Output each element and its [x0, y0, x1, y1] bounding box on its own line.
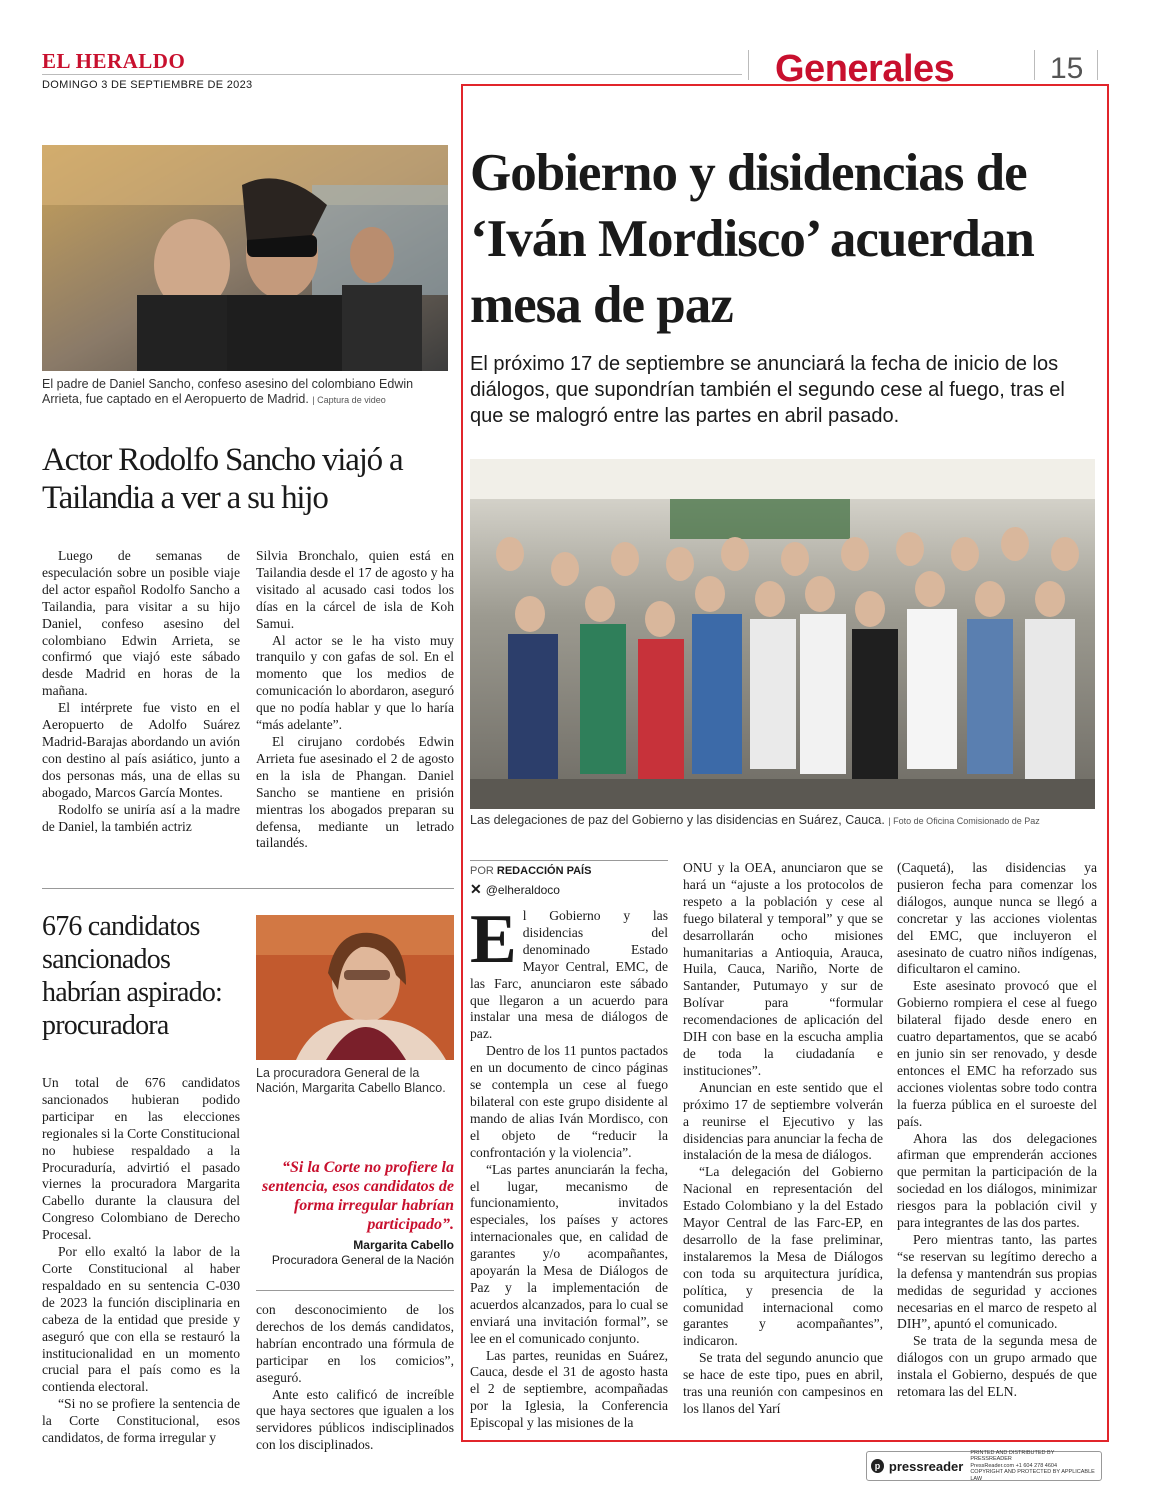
edition-date: DOMINGO 3 DE SEPTIEMBRE DE 2023 — [42, 79, 253, 91]
main-photo-caption — [470, 813, 1095, 829]
paragraph: (Caquetá), las disidencias ya pusieron fecha para comenzar los diálogos, aunque nunca se llegó a concretar y las acciones violentas del EMC, que incluyeron el asesinato de cuatro niños indígenas, dificultaron el camino. — [897, 860, 1097, 977]
paragraph: Rodolfo se uniría así a la madre de Daniel, la también actriz — [42, 801, 240, 834]
main-headline: Gobierno y disidencias de ‘Iván Mordisco’ acuerdan mesa de paz — [470, 144, 1034, 334]
procuradora-headline: 676 candidatos sancionados habrían aspirado: procuradora — [42, 911, 222, 1041]
main-column-1 — [470, 901, 668, 1432]
main-column-3 — [897, 860, 1097, 1401]
paragraph: Anuncian en este sentido que el próximo 17 de septiembre volverán a reunirse el Ejecutivo y las disidencias para anunciar la fecha de instalación de la mesa de diálogos. — [683, 1079, 883, 1163]
sancho-photo — [42, 145, 448, 371]
section-title: Generales — [775, 48, 955, 90]
quote-author: Margarita Cabello — [353, 1238, 454, 1252]
photo-credit: | Foto de Oficina Comisionado de Paz — [888, 816, 1040, 826]
paragraph: Un total de 676 candidatos sancionados hubieran podido participar en las elecciones regionales si la Corte Constitucional no hubiese respaldado a la Procuraduría, advirtió el pasado viernes la procuradora Margarita Cabello durante la clausura del Congreso Colombiano de Derecho Procesal. — [42, 1075, 240, 1243]
sancho-column-1 — [42, 548, 240, 835]
paragraph: con desconocimiento de los derechos de los demás candidatos, habrían encontrado una fórmula de participar en los comicios”, aseguró. — [256, 1302, 454, 1385]
caption-text: Las delegaciones de paz del Gobierno y las disidencias en Suárez, Cauca. — [470, 813, 885, 827]
pull-quote: “Si la Corte no profiere la sentencia, esos candidatos de forma irregular habrían participado”. — [262, 1159, 454, 1233]
byline — [470, 865, 591, 877]
paragraph: Ahora las dos delegaciones afirman que emprenderán acciones que permitan la participación de la sociedad en los diálogos, minimizar riesgos para la población civil y para integrantes de las dos partes. — [897, 1130, 1097, 1231]
paragraph: Silvia Bronchalo, quien está en Tailandia desde el 17 de agosto y ha visitado al acusado casi todos los días en la cárcel de isla de Koh Samui. — [256, 548, 454, 631]
header-rule — [42, 74, 742, 75]
paragraph: Ante esto calificó de increíble que haya sectores que igualen a los servidores públicos indisciplinados con los disciplinados. — [256, 1386, 454, 1453]
sancho-headline: Actor Rodolfo Sancho viajó a Tailandia a ver a su hijo — [42, 442, 403, 516]
pressreader-logo-icon: p — [871, 1459, 884, 1473]
main-photo — [470, 459, 1095, 809]
paragraph: Se trata de la segunda mesa de diálogos con un grupo armado que instala el Gobierno, después de que retomara las del ELN. — [897, 1333, 1097, 1400]
social-handle — [470, 881, 560, 898]
paragraph: Por ello exaltó la labor de la Corte Constitucional al haber respaldado en su sentencia C-030 de 2023 la función disciplinaria en cabeza de la entidad que preside y aseguró que con ella se restauró la institucionalidad en un momento crucial para el país como es la contienda electoral. — [42, 1244, 240, 1395]
procuradora-column-1 — [42, 1075, 240, 1447]
pressreader-badge — [866, 1451, 1102, 1481]
quote-divider — [256, 1290, 454, 1291]
procuradora-photo — [256, 915, 454, 1060]
byline-rule — [470, 860, 668, 861]
header-divider — [748, 50, 749, 80]
byline-author: REDACCIÓN PAÍS — [496, 865, 592, 877]
dropcap: E — [470, 901, 517, 978]
header-divider — [1097, 50, 1098, 80]
print-notice-line: COPYRIGHT AND PROTECTED BY APPLICABLE LAW — [970, 1469, 1095, 1482]
paragraph: Al actor se le ha visto muy tranquilo y con gafas de sol. En el momento que los medios de comunicación lo abordaron, aseguró que no podía hablar y que lo haría “más adelante”. — [256, 632, 454, 733]
paragraph: El intérprete fue visto en el Aeropuerto de Adolfo Suárez Madrid-Barajas abordando un avión con destino al país asiático, junto a dos personas más, una de ellas su abogado, Marcos García Montes. — [42, 700, 240, 800]
header-divider — [1034, 50, 1035, 80]
print-notice-line: PressReader.com +1 604 278 4604 — [970, 1462, 1058, 1469]
sancho-photo-caption — [42, 377, 448, 408]
paragraph: “Si no se profiere la sentencia de la Corte Constitucional, esos candidatos, de forma irregular y — [42, 1396, 240, 1446]
print-notice-line: PRINTED AND DISTRIBUTED BY PRESSREADER — [970, 1449, 1055, 1463]
paragraph: Dentro de los 11 puntos pactados en un documento de cinco páginas se contempla un cese al fuego bilateral con este grupo disidente al mando de alias Iván Mordisco, con el objeto de “reducir la confrontación y la violencia”. — [470, 1043, 668, 1160]
byline-prefix: POR — [470, 865, 494, 877]
paragraph: “La delegación del Gobierno Nacional en representación del Estado Colombiano y la del Estado Mayor Central de las Farc-EP, en desarrollo de la fase preliminar, instalaremos la Mesa de Diálogos con toda su arquitectura jurídica, política, y presencia de la comunidad internacional como garantes y acompañantes”, indicaron. — [683, 1164, 883, 1349]
paragraph: “Las partes anunciarán la fecha, el lugar, mecanismo de funcionamiento, invitados especiales, los países y actores internacionales que, en calidad de garantes y/o acompañantes, apoyarán la Mesa de Diálogos de Paz y la implementación de acuerdos alcanzados, para lo cual se enviará una invitación formal”, se lee en el comunicado conjunto. — [470, 1161, 668, 1346]
paragraph: Luego de semanas de especulación sobre un posible viaje del actor español Rodolfo Sancho a Tailandia, para visitar a su hijo Daniel, confeso asesino del colombiano Edwin Arrieta, se confirmó que viajó este sábado desde Madrid en horas de la mañana. — [42, 548, 240, 699]
paragraph: Pero mientras tanto, las partes “se reservan su legítimo derecho a la defensa y mantendrán sus propias medidas de seguridad y acciones necesarias en el marco de respeto al DIH”, apuntó el comunicado. — [897, 1231, 1097, 1332]
paragraph: Se trata del segundo anuncio que se hace de este tipo, pues en abril, tras una reunión con campesinos en los llanos del Yarí — [683, 1350, 883, 1416]
story-divider — [42, 888, 454, 889]
sancho-column-2 — [256, 548, 454, 852]
paragraph: l Gobierno y las disidencias del denominado Estado Mayor Central, EMC, de las Farc, anunciaron este sábado que llegaron a un acuerdo para instalar una mesa de diálogos de paz. — [470, 908, 668, 1042]
caption-text: El padre de Daniel Sancho, confeso asesino del colombiano Edwin Arrieta, fue captado en el Aeropuerto de Madrid. — [42, 377, 414, 406]
quote-role: Procuradora General de la Nación — [271, 1253, 454, 1267]
page-number: 15 — [1050, 52, 1084, 85]
print-notice — [970, 1450, 1097, 1483]
social-handle-text: @elheraldoco — [485, 882, 560, 897]
paragraph: El cirujano cordobés Edwin Arrieta fue asesinado el 2 de agosto en la isla de Phangan. Daniel Sancho se mantiene en prisión mientras los abogados preparan su defensa, mediante un letrado tailandés. — [256, 733, 454, 851]
paragraph: Este asesinato provocó que el Gobierno rompiera el cese al fuego bilateral fijado desde enero en cuatro departamentos, que se acabó en junio sin ser renovado, y desde entonces el EMC ha reforzado sus acciones violentas sobre todo contra la fuerza pública en el suroeste del país. — [897, 978, 1097, 1129]
procuradora-photo-caption: La procuradora General de la Nación, Margarita Cabello Blanco. — [256, 1066, 446, 1095]
x-logo-icon: ✕ — [470, 881, 482, 897]
paragraph: Las partes, reunidas en Suárez, Cauca, desde el 31 de agosto hasta el 2 de septiembre, acompañadas por la Iglesia, la Conferencia Episcopal y las misiones de la — [470, 1347, 668, 1431]
procuradora-column-2 — [256, 1302, 454, 1454]
main-lead: El próximo 17 de septiembre se anunciará la fecha de inicio de los diálogos, que supondrían también el segundo cese al fuego, tras el que se malogró entre las partes en abril pasado. — [470, 353, 1065, 427]
paragraph: ONU y la OEA, anunciaron que se hará un “ajuste a los protocolos de respeto a la población y cese al fuego bilateral y temporal” y que se desarrollarán ocho misiones humanitarias a Antioquia, Arauca, Huila, Cauca, Nariño, Norte de Santander, Putumayo y sur de Bolívar para “formular recomendaciones de aplicación del DIH con base en la escucha amplia de toda la ciudadanía e instituciones”. — [683, 860, 883, 1078]
masthead: EL HERALDO — [42, 49, 186, 73]
pressreader-brand: pressreader — [888, 1458, 964, 1474]
photo-credit: | Captura de video — [312, 395, 386, 405]
main-column-2 — [683, 860, 883, 1418]
